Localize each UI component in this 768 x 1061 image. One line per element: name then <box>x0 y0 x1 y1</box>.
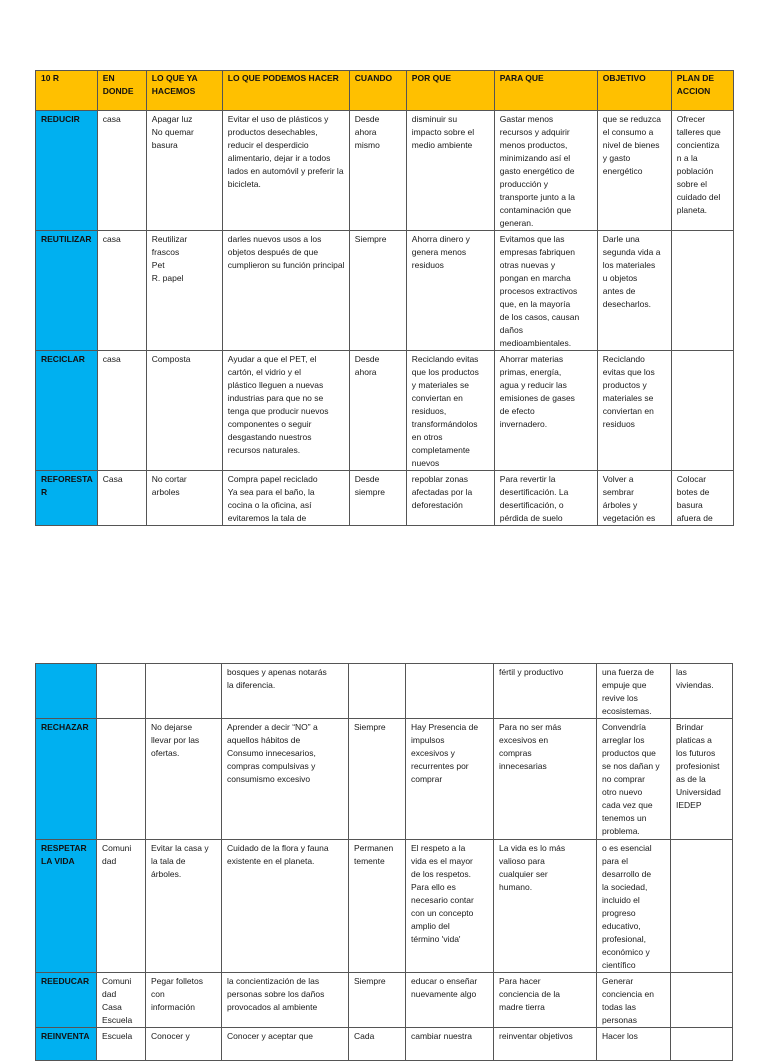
action-plan-table-page-2 <box>35 663 733 1061</box>
table-cell: Ayudar a que el PET, el cartón, el vidrio y el plástico lleguen a nuevas industrias para que no se tenga que producir nuevos componentes o seguir desgastando nuestros recursos naturales. <box>222 351 349 471</box>
table-cell <box>349 664 406 719</box>
table-cell: Cuidado de la flora y fauna existente en el planeta. <box>222 840 349 973</box>
table-cell <box>671 840 733 973</box>
table-cell <box>97 664 146 719</box>
table-cell <box>671 1028 733 1061</box>
header-row <box>36 71 734 111</box>
table-cell: cambiar nuestra <box>406 1028 494 1061</box>
row-label: RECHAZAR <box>36 719 97 840</box>
table-cell: Comuni dad <box>97 840 146 973</box>
row-label: REEDUCAR <box>36 973 97 1028</box>
table-cell: Darle una segunda vida a los materiales u objetos antes de desecharlos. <box>597 231 671 351</box>
table-cell: casa <box>97 351 146 471</box>
table-cell: Ahorra dinero y genera menos residuos <box>406 231 494 351</box>
table-cell: disminuir su impacto sobre el medio ambiente <box>406 111 494 231</box>
row-label: REUTILIZAR <box>36 231 98 351</box>
table-cell: Escuela <box>97 1028 146 1061</box>
table-cell: las viviendas. <box>671 664 733 719</box>
table-cell: Conocer y <box>146 1028 222 1061</box>
table-cell: Siempre <box>349 719 406 840</box>
row-label: REFORESTA R <box>36 471 98 526</box>
row-label: RECICLAR <box>36 351 98 471</box>
column-header: OBJETIVO <box>597 71 671 111</box>
row-label: REDUCIR <box>36 111 98 231</box>
table-cell: Casa <box>97 471 146 526</box>
table-cell: Pegar folletos con información <box>146 973 222 1028</box>
table-cell <box>671 351 733 471</box>
table-cell: o es esencial para el desarrollo de la sociedad, incluido el progreso educativo, profesional, económico y científico <box>597 840 671 973</box>
table-cell: la concientización de las personas sobre los daños provocados al ambiente <box>222 973 349 1028</box>
table-cell: La vida es lo más valioso para cualquier ser humano. <box>494 840 597 973</box>
table-cell: Ahorrar materias primas, energía, agua y reducir las emisiones de gases de efecto invernadero. <box>494 351 597 471</box>
table-cell: educar o enseñar nuevamente algo <box>406 973 494 1028</box>
row-label: REINVENTA <box>36 1028 97 1061</box>
table-cell: Composta <box>146 351 222 471</box>
column-header: LO QUE YA HACEMOS <box>146 71 222 111</box>
table-cell: Comuni dad Casa Escuela <box>97 973 146 1028</box>
column-header: CUANDO <box>349 71 406 111</box>
table-cell: bosques y apenas notarás la diferencia. <box>222 664 349 719</box>
column-header: LO QUE PODEMOS HACER <box>222 71 349 111</box>
table-row <box>36 111 734 231</box>
table-cell: Ofrecer talleres que concientiza n a la población sobre el cuidado del planeta. <box>671 111 733 231</box>
table-cell: Hacer los <box>597 1028 671 1061</box>
table-cell: Para revertir la desertificación. La desertificación, o pérdida de suelo <box>494 471 597 526</box>
table-header-row <box>36 71 734 111</box>
table-row <box>36 719 733 840</box>
table-cell: Conocer y aceptar que <box>222 1028 349 1061</box>
table-cell: fértil y productivo <box>494 664 597 719</box>
table-cell: que se reduzca el consumo a nivel de bienes y gasto energético <box>597 111 671 231</box>
table-row <box>36 1028 733 1061</box>
action-plan-table-page-1 <box>35 70 734 526</box>
table-cell: El respeto a la vida es el mayor de los respetos. Para ello es necesario contar con un concepto amplio del término 'vida' <box>406 840 494 973</box>
table-cell: Compra papel reciclado Ya sea para el baño, la cocina o la oficina, así evitaremos la tala de <box>222 471 349 526</box>
table-cell: Evitar la casa y la tala de árboles. <box>146 840 222 973</box>
table-cell: Desde siempre <box>349 471 406 526</box>
table-cell: Reutilizar frascos Pet R. papel <box>146 231 222 351</box>
row-label: RESPETAR LA VIDA <box>36 840 97 973</box>
table-cell: reinventar objetivos <box>494 1028 597 1061</box>
table-cell: una fuerza de empuje que revive los ecosistemas. <box>597 664 671 719</box>
table-cell: Siempre <box>349 231 406 351</box>
table-cell: Gastar menos recursos y adquirir menos productos, minimizando así el gasto energético de producción y transporte junto a la contaminación que generan. <box>494 111 597 231</box>
table-row <box>36 973 733 1028</box>
column-header: EN DONDE <box>97 71 146 111</box>
table-cell: darles nuevos usos a los objetos después de que cumplieron su función principal <box>222 231 349 351</box>
column-header: PARA QUE <box>494 71 597 111</box>
table-cell <box>671 973 733 1028</box>
table-row <box>36 351 734 471</box>
table-row <box>36 840 733 973</box>
column-header: POR QUE <box>406 71 494 111</box>
table-cell: Evitamos que las empresas fabriquen otras nuevas y pongan en marcha procesos extractivos que, en la mayoría de los casos, causan daños medioambientales. <box>494 231 597 351</box>
table-cell: Apagar luz No quemar basura <box>146 111 222 231</box>
table-row <box>36 231 734 351</box>
table-body <box>36 111 734 526</box>
table-cell: Para no ser más excesivos en compras innecesarias <box>494 719 597 840</box>
table-cell: Reciclando evitas que los productos y materiales se conviertan en residuos <box>597 351 671 471</box>
table-cell: casa <box>97 231 146 351</box>
table-cell: Convendría arreglar los productos que se nos dañan y no comprar otro nuevo cada vez que tenemos un problema. <box>597 719 671 840</box>
table-cell <box>146 664 222 719</box>
table-cell: Permanen temente <box>349 840 406 973</box>
column-header: PLAN DE ACCION <box>671 71 733 111</box>
table-cell: casa <box>97 111 146 231</box>
table-cell: No cortar arboles <box>146 471 222 526</box>
table-cell: Volver a sembrar árboles y vegetación es <box>597 471 671 526</box>
table-cell <box>671 231 733 351</box>
row-label <box>36 664 97 719</box>
table-cell: Generar conciencia en todas las personas <box>597 973 671 1028</box>
table-cell: Cada <box>349 1028 406 1061</box>
table-cell: repoblar zonas afectadas por la deforestación <box>406 471 494 526</box>
table-row <box>36 471 734 526</box>
table-cell <box>97 719 146 840</box>
table-cell: Hay Presencia de impulsos excesivos y recurrentes por comprar <box>406 719 494 840</box>
table-row <box>36 664 733 719</box>
table-cell: No dejarse llevar por las ofertas. <box>146 719 222 840</box>
table-cell: Desde ahora mismo <box>349 111 406 231</box>
table-cell: Brindar platicas a los futuros profesionist as de la Universidad IEDEP <box>671 719 733 840</box>
table-cell: Aprender a decir “NO” a aquellos hábitos de Consumo innecesarios, compras compulsivas y consumismo excesivo <box>222 719 349 840</box>
table-cell <box>406 664 494 719</box>
table-cell: Para hacer conciencia de la madre tierra <box>494 973 597 1028</box>
table-cell: Evitar el uso de plásticos y productos desechables, reducir el desperdicio alimentario, dejar ir a todos lados en automóvil y preferir la bicicleta. <box>222 111 349 231</box>
column-header: 10 R <box>36 71 98 111</box>
table-cell: Siempre <box>349 973 406 1028</box>
table-cell: Desde ahora <box>349 351 406 471</box>
table-body <box>36 664 733 1061</box>
table-cell: Reciclando evitas que los productos y materiales se conviertan en residuos, transformándolos en otros completamente nuevos <box>406 351 494 471</box>
table-cell: Colocar botes de basura afuera de <box>671 471 733 526</box>
